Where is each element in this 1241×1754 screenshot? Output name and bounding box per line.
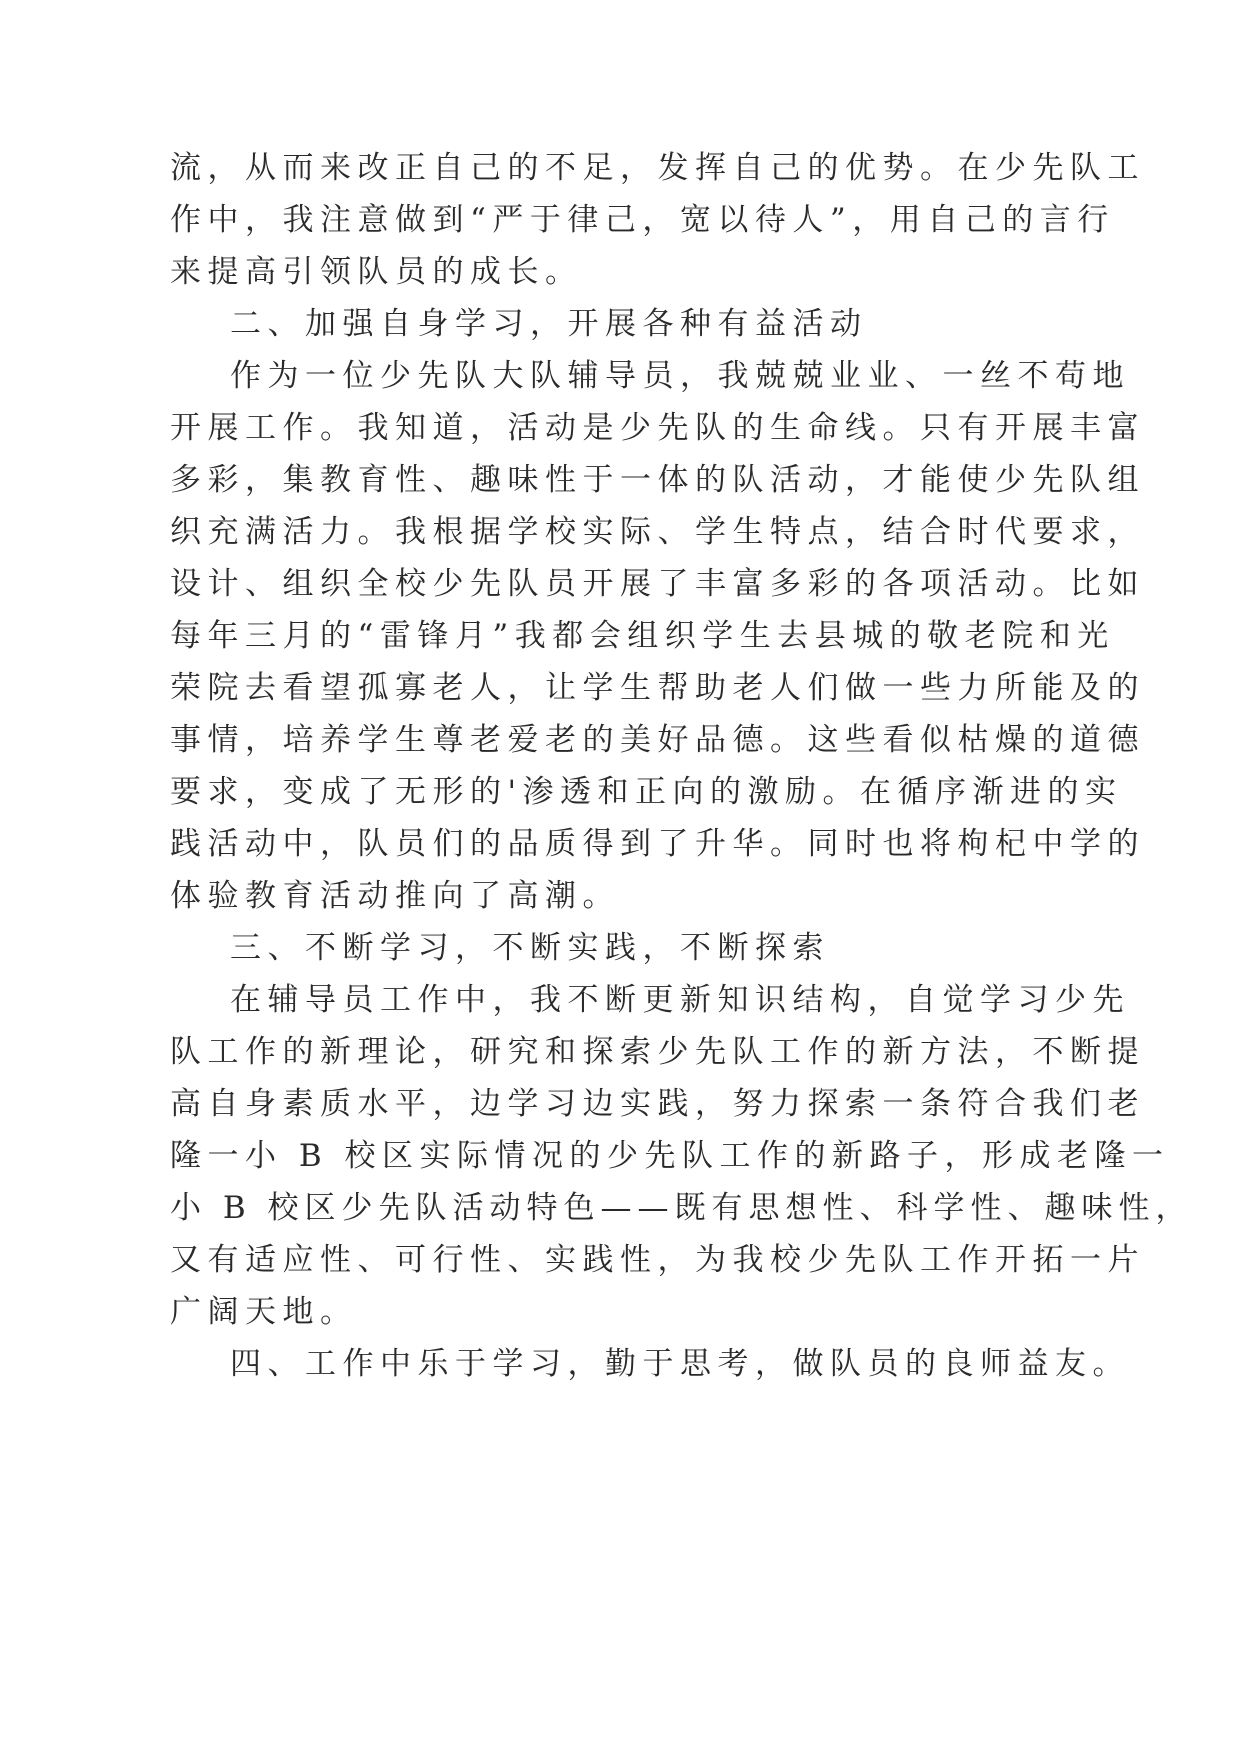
text-line: 践活动中，队员们的品质得到了升华。同时也将枸杞中学的 [170,826,1145,862]
text-line: 又有适应性、可行性、实践性，为我校少先队工作开拓一片 [170,1242,1145,1278]
section-heading: 二、加强自身学习，开展各种有益活动 [230,306,868,342]
text-line: 队工作的新理论，研究和探索少先队工作的新方法，不断提 [170,1034,1145,1070]
text-line: 作中，我注意做到“严于律己，宽以待人”，用自己的言行 [170,202,1115,238]
text-line: 多彩，集教育性、趣味性于一体的队活动，才能使少先队组 [170,462,1145,498]
text-line: 设计、组织全校少先队员开展了丰富多彩的各项活动。比如 [170,566,1145,602]
section-heading: 三、不断学习，不断实践，不断探索 [230,930,830,966]
text-line: 小 B 校区少先队活动特色——既有思想性、科学性、趣味性， [170,1190,1193,1226]
text-line: 广阔天地。 [170,1294,358,1330]
text-line: 织充满活力。我根据学校实际、学生特点，结合时代要求， [170,514,1145,550]
text-line: 事情，培养学生尊老爱老的美好品德。这些看似枯燥的道德 [170,722,1145,758]
text-line: 隆一小 B 校区实际情况的少先队工作的新路子，形成老隆一 [170,1138,1170,1174]
text-line: 每年三月的“雷锋月”我都会组织学生去县城的敬老院和光 [170,618,1115,654]
text-line: 流，从而来改正自己的不足，发挥自己的优势。在少先队工 [170,150,1145,186]
text-line: 在辅导员工作中，我不断更新知识结构，自觉学习少先 [230,982,1130,1018]
text-line: 要求，变成了无形的'渗透和正向的激励。在循序渐进的实 [170,774,1123,810]
text-line: 高自身素质水平，边学习边实践，努力探索一条符合我们老 [170,1086,1145,1122]
text-line: 开展工作。我知道，活动是少先队的生命线。只有开展丰富 [170,410,1145,446]
text-line: 来提高引领队员的成长。 [170,254,583,290]
text-line: 荣院去看望孤寡老人，让学生帮助老人们做一些力所能及的 [170,670,1145,706]
text-line: 体验教育活动推向了高潮。 [170,878,620,914]
section-heading: 四、工作中乐于学习，勤于思考，做队员的良师益友。 [230,1346,1130,1382]
text-line: 作为一位少先队大队辅导员，我兢兢业业、一丝不苟地 [230,358,1130,394]
